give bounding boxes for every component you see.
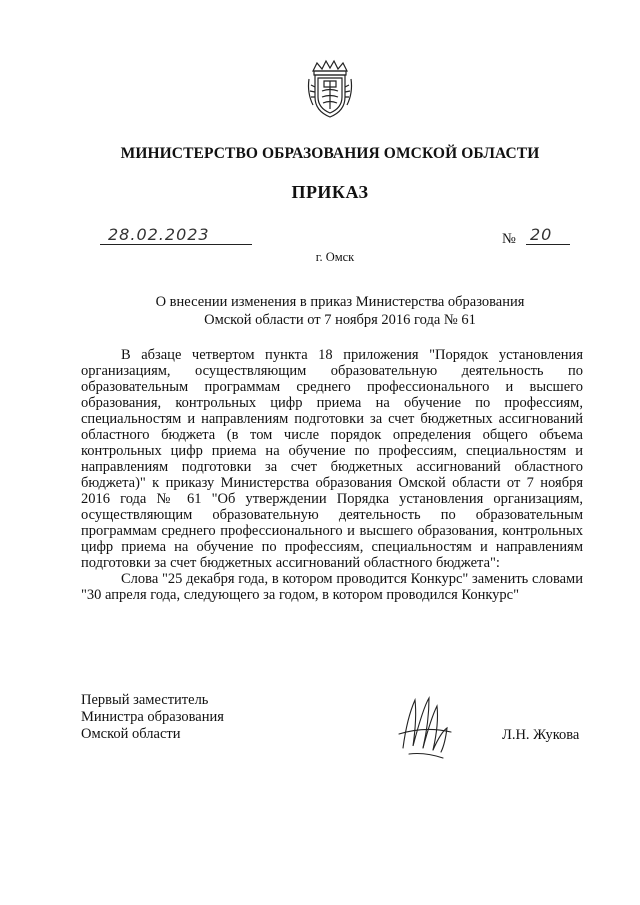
signature-icon [395, 688, 455, 768]
number-label: № [502, 231, 516, 247]
body-paragraph-1: В абзаце четвертом пункта 18 приложения "Порядок установления организациям, осуществляющим образовательную деятельность по образовательным программам среднего профессионального и высшего образования, контрольных цифр приема на обучение по профессиям, специальностям и направлениям подготовки за счет бюджетных ассигнований областного бюджета (в том числе порядок определения общего объема контрольных цифр приема на обучение по профессиям, специальностям и направлениям подготовки за счет бюджетных ассигнований областного бюджета)" к приказу Министерства образования Омской области от 7 ноября 2016 года № 61 "Об утверждении Порядка установления организациям, осуществляющим образовательную деятельность по образовательным программам среднего профессионального и высшего образования, контрольных цифр приема на обучение по профессиям, специальностям и направлениям подготовки за счет бюджетных ассигнований областного бюджета": [81, 347, 583, 571]
order-number: 20 [530, 225, 553, 244]
signer-title-line-1: Первый заместитель [81, 692, 209, 708]
subject-line-2: Омской области от 7 ноября 2016 года № 61 [204, 312, 476, 328]
body-paragraph-2: Слова "25 декабря года, в котором проводится Конкурс" заменить словами "30 апреля года, следующего за годом, в котором проводился Конкурс" [81, 571, 583, 603]
document-type-title: ПРИКАЗ [291, 182, 369, 202]
signer-title-line-3: Омской области [81, 726, 181, 742]
signer-title-line-2: Министра образования [81, 709, 224, 725]
coat-of-arms-icon [305, 57, 355, 121]
date-underline [100, 244, 252, 245]
subject-line-1: О внесении изменения в приказ Министерства образования [155, 294, 525, 310]
order-subject [0, 293, 640, 329]
number-underline [526, 244, 570, 245]
signer-name: Л.Н. Жукова [502, 727, 580, 743]
order-body [81, 347, 583, 603]
order-date: 28.02.2023 [108, 225, 210, 244]
city-label: г. Омск [315, 250, 355, 264]
signer-position [81, 692, 224, 743]
ministry-heading: МИНИСТЕРСТВО ОБРАЗОВАНИЯ ОМСКОЙ ОБЛАСТИ [120, 145, 540, 162]
